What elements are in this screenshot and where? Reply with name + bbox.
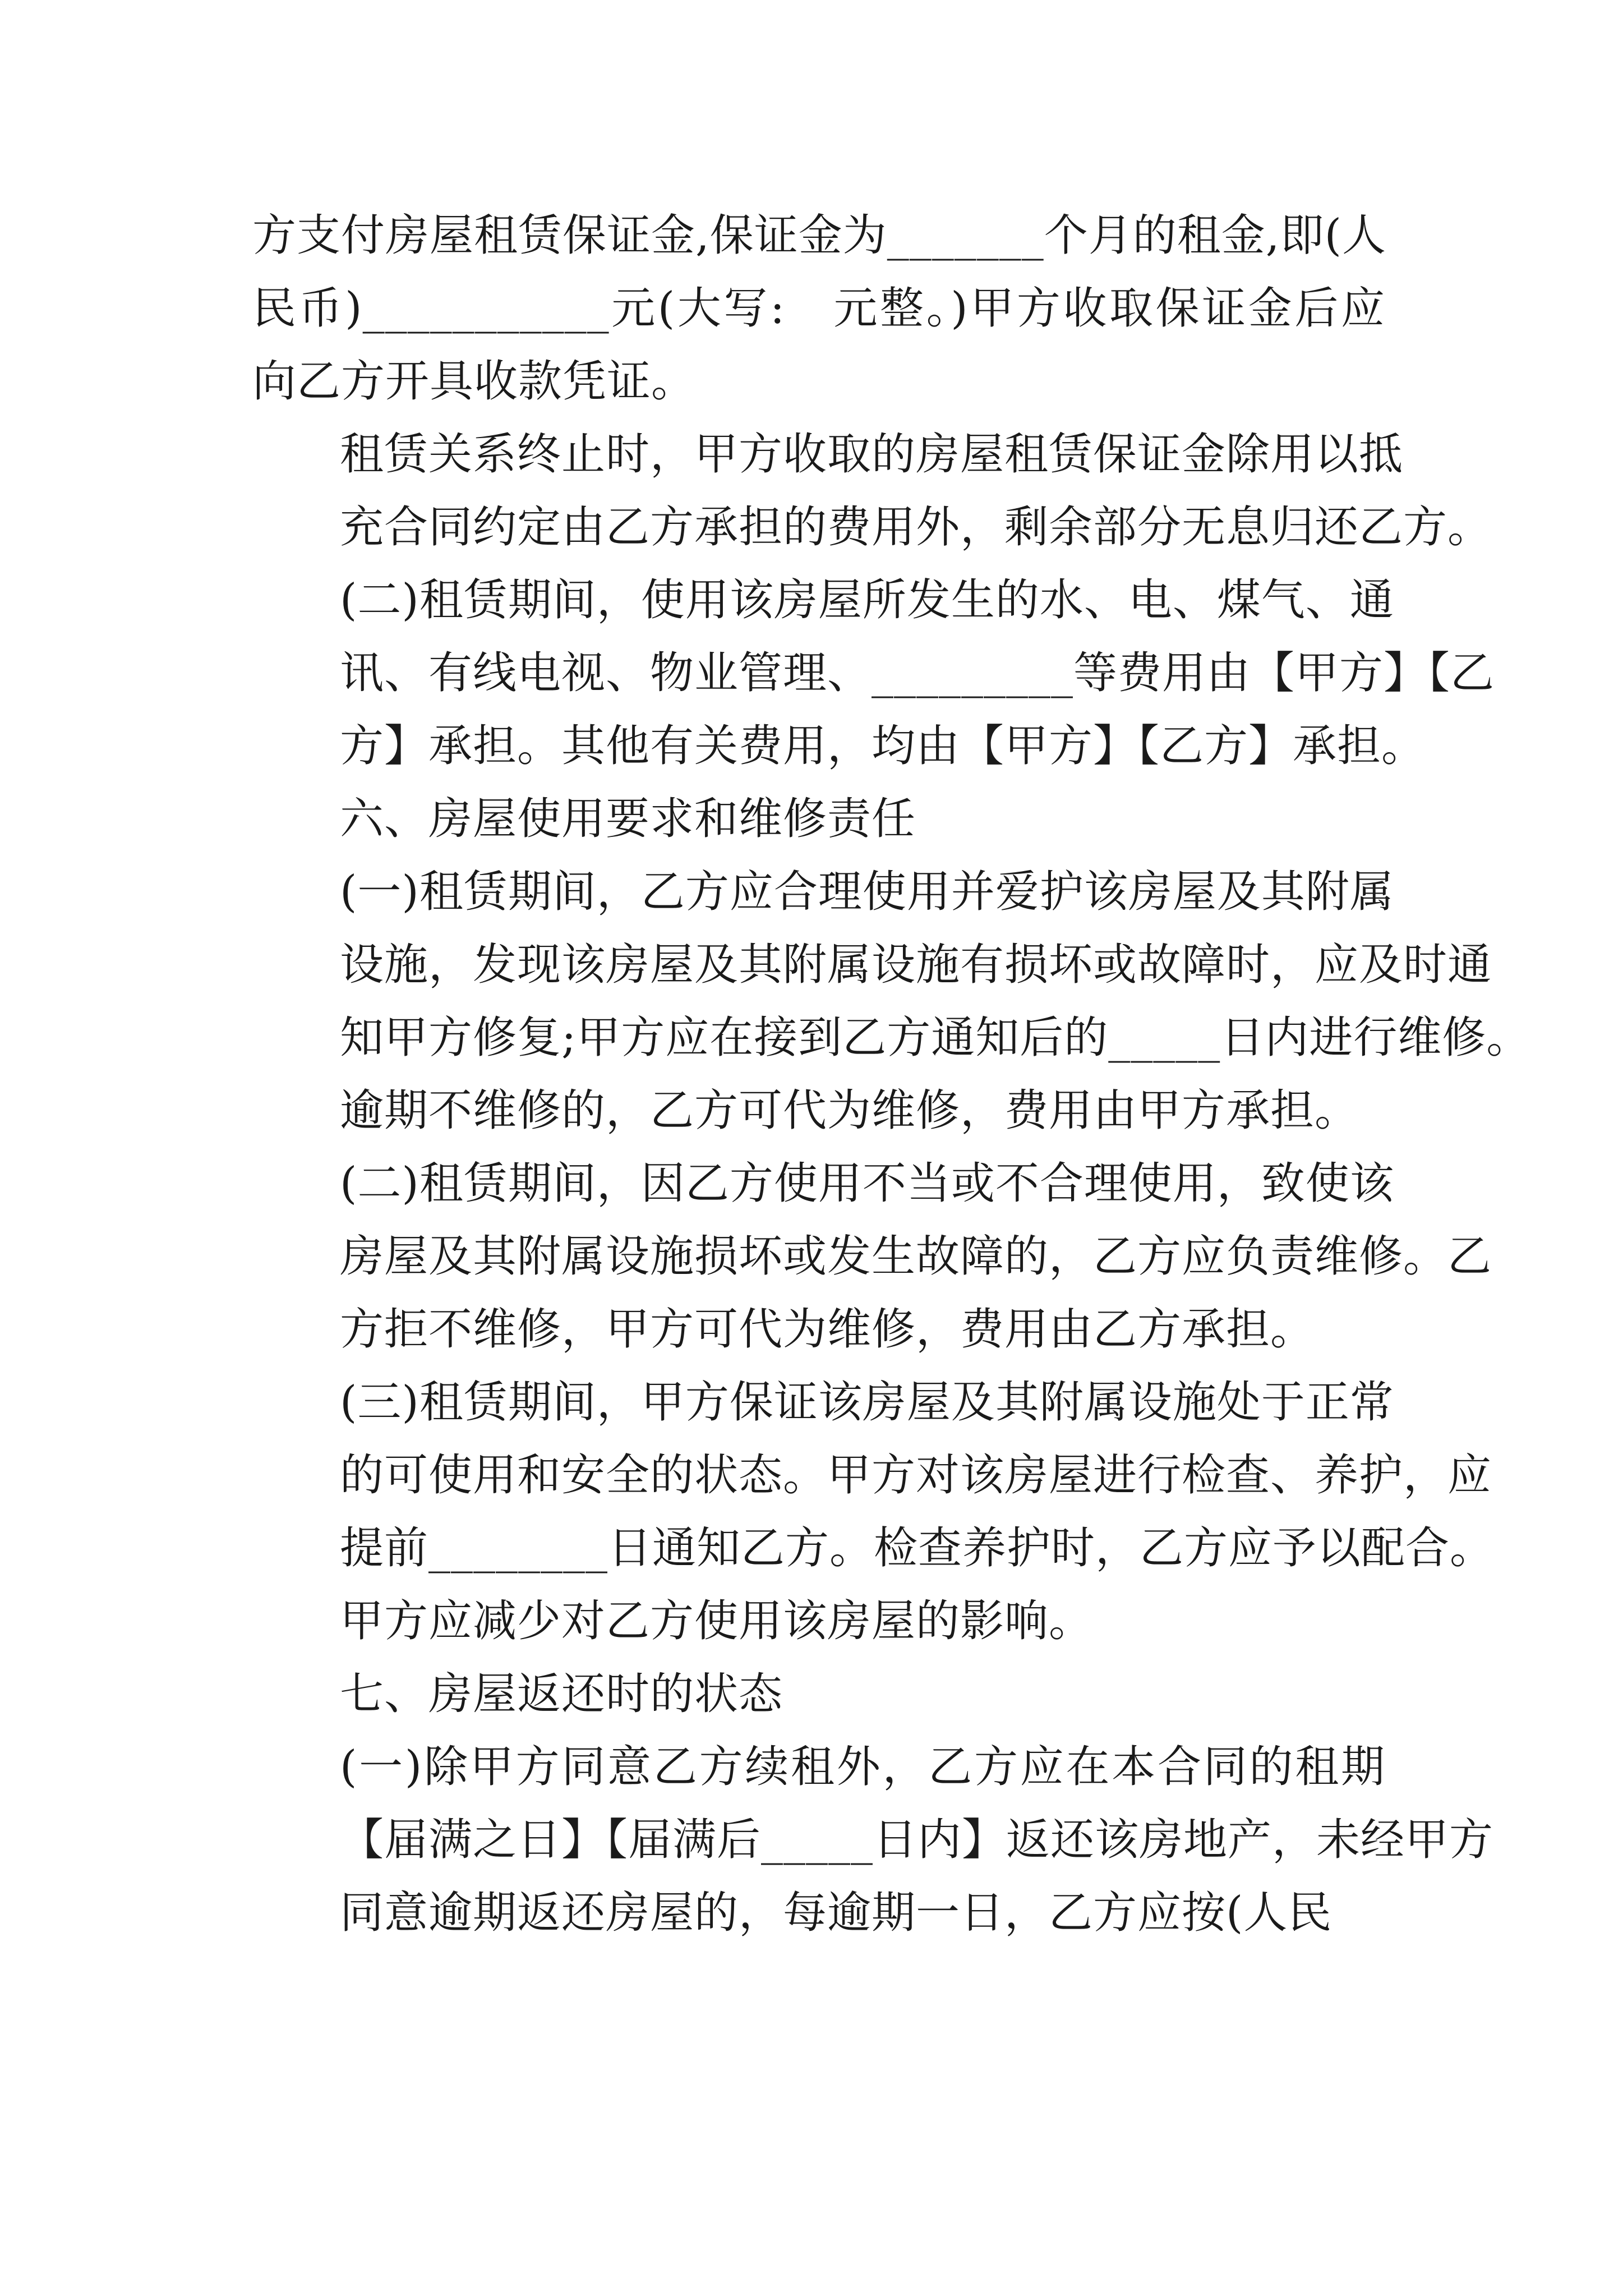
document-paragraph xyxy=(252,564,1495,783)
paragraph-line: (三)租赁期间，甲方保证该房屋及其附属设施处于正常 xyxy=(340,1377,1394,1428)
document-paragraph xyxy=(252,855,1531,1147)
paragraph-line: 方拒不维修，甲方可代为维修，费用由乙方承担。 xyxy=(340,1304,1315,1355)
paragraph-line: 提前________日通知乙方。检查养护时，乙方应予以配合。 xyxy=(340,1523,1495,1573)
paragraph-line: 向乙方开具收款凭证。 xyxy=(252,356,696,407)
paragraph-line: 民币)___________元(大写: 元整。)甲方收取保证金后应 xyxy=(252,283,1385,334)
paragraph-line: 房屋及其附属设施损坏或发生故障的，乙方应负责维修。乙 xyxy=(340,1231,1492,1282)
document-body xyxy=(252,199,1531,1949)
paragraph-line: (二)租赁期间，因乙方使用不当或不合理使用，致使该 xyxy=(340,1158,1394,1209)
paragraph-line: 六、房屋使用要求和维修责任 xyxy=(340,794,916,844)
paragraph-line: 租赁关系终止时，甲方收取的房屋租赁保证金除用以抵 xyxy=(340,429,1404,480)
document-paragraph xyxy=(252,783,1385,855)
paragraph-line: 甲方应减少对乙方使用该房屋的影响。 xyxy=(340,1596,1094,1646)
paragraph-line: (一)租赁期间，乙方应合理使用并爱护该房屋及其附属 xyxy=(340,867,1394,917)
paragraph-line: 七、房屋返还时的状态 xyxy=(340,1669,783,1719)
document-paragraph xyxy=(252,1147,1492,1366)
paragraph-line: 方支付房屋租赁保证金,保证金为_______个月的租金,即(人 xyxy=(252,210,1387,261)
paragraph-line: 设施，发现该房屋及其附属设施有损坏或故障时，应及时通 xyxy=(340,940,1492,990)
paragraph-line: 【届满之日】【届满后_____日内】返还该房地产，未经甲方 xyxy=(340,1815,1494,1865)
paragraph-line: 的可使用和安全的状态。甲方对该房屋进行检查、养护，应 xyxy=(340,1450,1492,1501)
paragraph-line: 讯、有线电视、物业管理、_________等费用由【甲方】【乙 xyxy=(340,648,1495,698)
document-paragraph xyxy=(252,1366,1495,1658)
document-paragraph xyxy=(252,418,1492,564)
paragraph-line: 知甲方修复;甲方应在接到乙方通知后的_____日内进行维修。 xyxy=(340,1013,1531,1063)
paragraph-line: (二)租赁期间，使用该房屋所发生的水、电、煤气、通 xyxy=(340,575,1394,625)
paragraph-line: 同意逾期返还房屋的，每逾期一日，乙方应按(人民 xyxy=(340,1888,1332,1938)
paragraph-line: 充合同约定由乙方承担的费用外，剩余部分无息归还乙方。 xyxy=(340,502,1492,553)
paragraph-line: 逾期不维修的，乙方可代为维修，费用由甲方承担。 xyxy=(340,1085,1359,1136)
document-paragraph xyxy=(252,1658,1385,1731)
paragraph-line: 方】承担。其他有关费用，均由【甲方】【乙方】承担。 xyxy=(340,721,1426,771)
paragraph-line: (一)除甲方同意乙方续租外，乙方应在本合同的租期 xyxy=(340,1742,1385,1792)
document-paragraph xyxy=(252,199,1385,418)
document-paragraph xyxy=(252,1731,1494,1949)
